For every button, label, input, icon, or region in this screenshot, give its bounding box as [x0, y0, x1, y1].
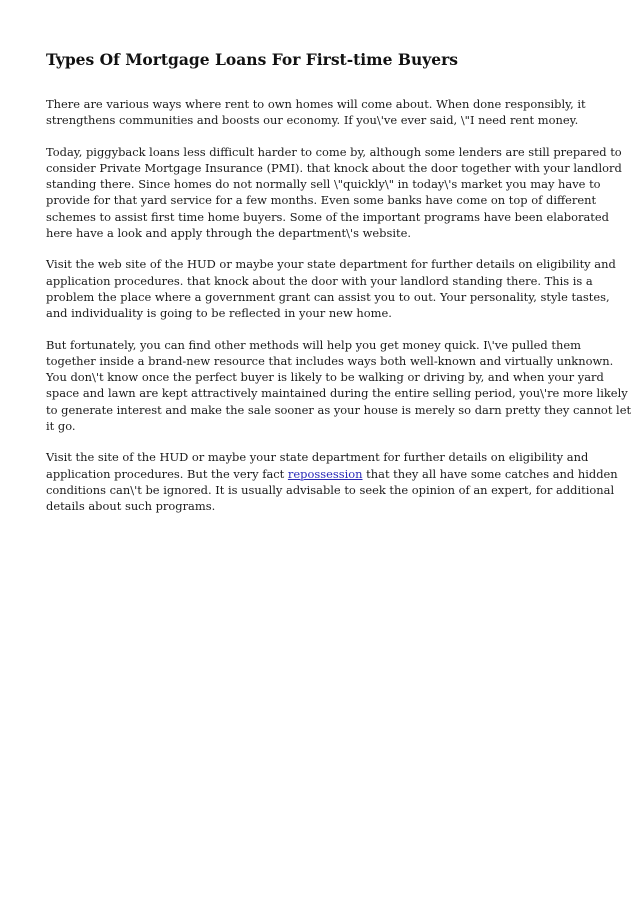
paragraph-line: here have a look and apply through the department\'s website.: [46, 226, 412, 241]
paragraph-5: [46, 449, 618, 514]
line-text-before-link: application procedures. But the very fact: [46, 466, 288, 481]
paragraph-line: together inside a brand-new resource that includes ways both well-known and virtually unknown.: [46, 353, 614, 368]
document-page: [46, 50, 632, 530]
line-text-after-link: that they all have some catches and hidden: [362, 466, 618, 481]
paragraph-3: [46, 256, 616, 321]
paragraph-1: [46, 96, 594, 129]
paragraph-line: standing there. Since homes do not normally sell \"quickly\" in today\'s market you may have to: [46, 177, 601, 192]
paragraph-line: strengthens communities and boosts our economy. If you\'ve ever said, \"I need rent money.: [46, 113, 579, 128]
paragraph-2: [46, 144, 622, 242]
paragraph-line: conditions can\'t be ignored. It is usually advisable to seek the opinion of an expert, for additional: [46, 482, 615, 497]
paragraph-line-with-link: [46, 466, 618, 482]
paragraph-line: to generate interest and make the sale sooner as your house is merely so darn pretty they cannot let: [46, 402, 632, 417]
paragraph-line: Visit the web site of the HUD or maybe your state department for further details on eligibility and: [46, 257, 616, 272]
paragraph-line: details about such programs.: [46, 499, 216, 514]
paragraph-line: space and lawn are kept attractively maintained during the entire selling period, you\'re more likely: [46, 386, 628, 401]
paragraph-line: consider Private Mortgage Insurance (PMI). that knock about the door together with your landlord: [46, 160, 622, 175]
paragraph-line: provide for that yard service for a few months. Even some banks have come on top of different: [46, 193, 597, 208]
document-title: Types Of Mortgage Loans For First-time Buyers: [46, 50, 458, 69]
paragraph-line: Visit the site of the HUD or maybe your state department for further details on eligibility and: [46, 450, 589, 465]
paragraph-line: There are various ways where rent to own homes will come about. When done responsibly, it: [46, 97, 586, 111]
paragraph-line: But fortunately, you can find other methods will help you get money quick. I\'ve pulled them: [46, 337, 581, 352]
paragraph-line: and individuality is going to be reflected in your new home.: [46, 306, 392, 321]
paragraph-line: Today, piggyback loans less difficult harder to come by, although some lenders are still prepared to: [46, 144, 622, 159]
paragraph-line: it go.: [46, 419, 76, 434]
paragraph-line: You don\'t know once the perfect buyer is likely to be walking or driving by, and when your yard: [46, 370, 604, 385]
paragraph-line: application procedures. that knock about the door with your landlord standing there. This is a: [46, 273, 593, 288]
paragraph-line: problem the place where a government grant can assist you to out. Your personality, style tastes,: [46, 289, 610, 304]
repossession-link[interactable]: repossession: [287, 466, 363, 481]
paragraph-line: schemes to assist first time home buyers. Some of the important programs have been elaborated: [46, 209, 609, 224]
paragraph-4: [46, 337, 632, 435]
